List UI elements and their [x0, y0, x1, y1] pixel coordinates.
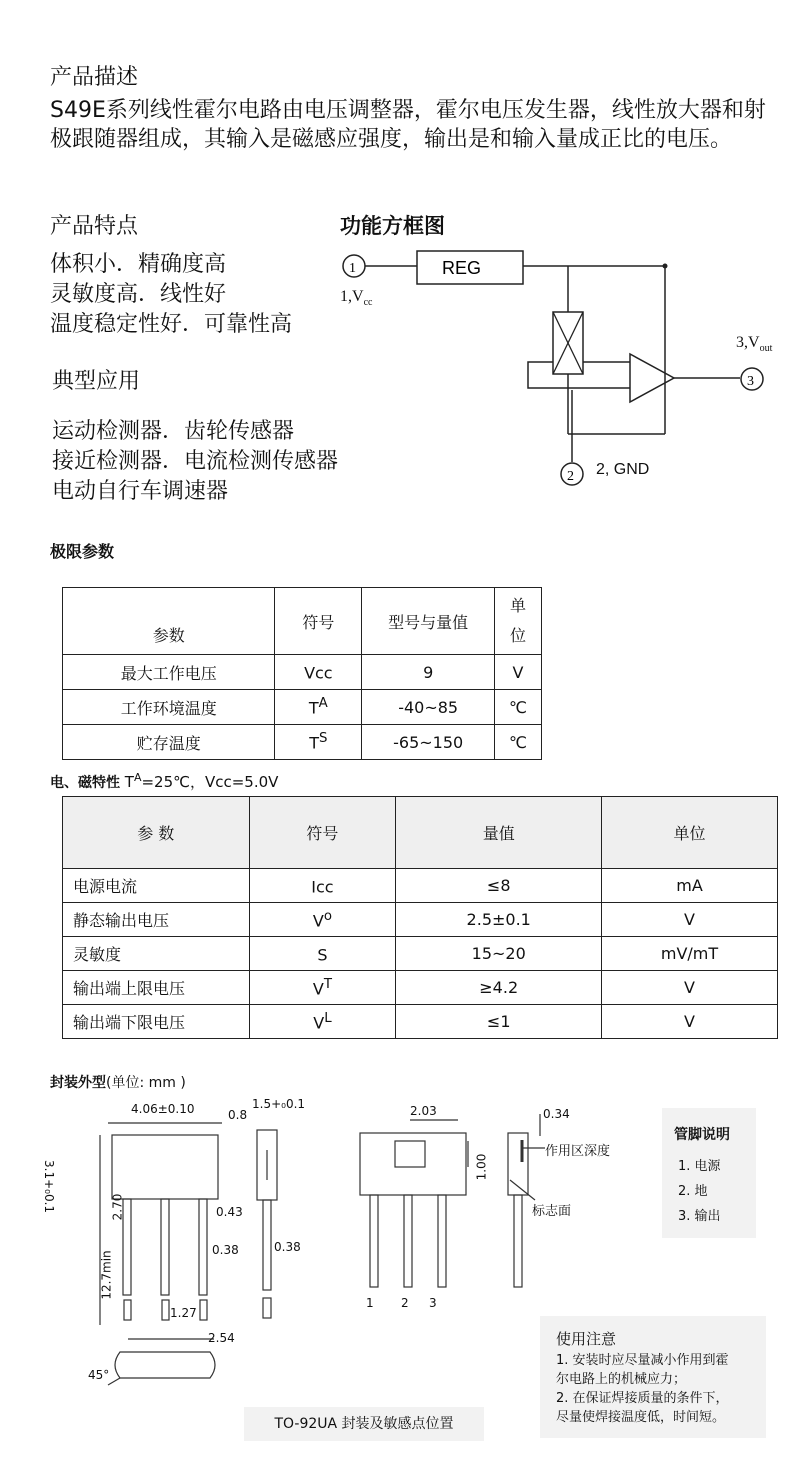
- package-heading: 封装外型(单位: mm ): [50, 1075, 186, 1091]
- symbol-cell: $T^S$: [275, 725, 362, 760]
- sense-area: [395, 1141, 425, 1167]
- pin-desc-title: 管脚说明: [674, 1127, 730, 1143]
- lead: [161, 1199, 169, 1295]
- mark-face-label: 标志面: [532, 1204, 572, 1219]
- lead: [438, 1195, 446, 1287]
- dim-label: 3.1+₀0.1: [42, 1160, 56, 1214]
- feature-item: 灵敏度高．线性好: [50, 282, 227, 307]
- table-header-row: [63, 588, 542, 655]
- value-cell: 2.5±0.1: [396, 903, 602, 937]
- unit-cell: V: [602, 903, 778, 937]
- unit-cell: ℃: [495, 725, 542, 760]
- table-header-row: [63, 797, 778, 869]
- pin-number: 1: [366, 1296, 374, 1310]
- features-list: [50, 250, 292, 340]
- side-lead: [263, 1200, 271, 1290]
- note-line: 1. 安装时应尽量减小作用到霍: [556, 1353, 729, 1368]
- dim-line: [108, 1378, 120, 1385]
- dim-label: 4.06±0.10: [131, 1102, 195, 1116]
- value-cell: 9: [362, 655, 495, 690]
- param-cell: 输出端上限电压: [63, 971, 250, 1005]
- side-lead: [514, 1195, 522, 1287]
- header-cell: 符号: [275, 588, 362, 655]
- package-body: [112, 1135, 218, 1199]
- package-bottom-view: [115, 1352, 215, 1378]
- dim-label: 1.00: [474, 1153, 489, 1181]
- limits-heading: 极限参数: [50, 542, 115, 561]
- dim-label: 0.34: [543, 1107, 570, 1121]
- header-cell: 符号: [249, 797, 396, 869]
- dim-label: 45°: [88, 1368, 110, 1382]
- table-row: [63, 725, 542, 760]
- side-lead-end: [263, 1298, 271, 1318]
- feature-item: 体积小．精确度高: [50, 252, 227, 277]
- table-row: [63, 971, 778, 1005]
- dim-label: 0.8: [228, 1108, 248, 1122]
- features-heading: 产品特点: [50, 214, 139, 239]
- table-row: [63, 869, 778, 903]
- param-cell: 输出端下限电压: [63, 1005, 250, 1039]
- unit-cell: ℃: [495, 690, 542, 725]
- table-row: [63, 655, 542, 690]
- lead-end: [200, 1300, 207, 1320]
- sense-position-view: [350, 1100, 630, 1300]
- unit-cell: V: [602, 971, 778, 1005]
- header-cell: 单 位: [495, 588, 542, 655]
- package-caption: TO-92UA 封装及敏感点位置: [244, 1407, 484, 1441]
- pin2-number: 2: [567, 469, 574, 484]
- dim-label: 1.5+₀0.1: [252, 1097, 306, 1111]
- dim-label: 2.70: [110, 1193, 125, 1221]
- note-line: 2. 在保证焊接质量的条件下，: [556, 1391, 729, 1406]
- param-cell: 灵敏度: [63, 937, 250, 971]
- note-line: 尽量使焊接温度低，时间短。: [556, 1410, 726, 1425]
- symbol-cell: Icc: [249, 869, 396, 903]
- symbol-cell: S: [249, 937, 396, 971]
- notes-title: 使用注意: [556, 1330, 617, 1348]
- dim-label: 0.38: [274, 1240, 301, 1254]
- value-cell: -40~85: [362, 690, 495, 725]
- symbol-cell: Vcc: [275, 655, 362, 690]
- block-diagram: [330, 240, 790, 500]
- dim-label: 0.43: [216, 1205, 243, 1219]
- param-cell: 贮存温度: [63, 725, 275, 760]
- pin1-label: $1,V_{cc}$: [340, 288, 373, 309]
- value-cell: ≤8: [396, 869, 602, 903]
- lead: [199, 1199, 207, 1295]
- reg-label: REG: [442, 258, 482, 278]
- value-cell: 15~20: [396, 937, 602, 971]
- notes-list: [556, 1351, 766, 1427]
- lead-end: [124, 1300, 131, 1320]
- symbol-cell: $T^A$: [275, 690, 362, 725]
- header-cell: 参 数: [63, 797, 250, 869]
- application-item: 运动检测器．齿轮传感器: [52, 419, 295, 444]
- description-text: S49E系列线性霍尔电路由电压调整器，霍尔电压发生器，线性放大器和射极跟随器组成，其输入是磁感应强度，输出是和输入量成正比的电压。: [50, 98, 766, 152]
- param-cell: 静态输出电压: [63, 903, 250, 937]
- amplifier-triangle: [630, 354, 674, 402]
- table-row: [63, 903, 778, 937]
- value-cell: -65~150: [362, 725, 495, 760]
- param-cell: 工作环境温度: [63, 690, 275, 725]
- notes-box: [540, 1316, 766, 1438]
- table-row: [63, 1005, 778, 1039]
- symbol-cell: $V^o$: [249, 903, 396, 937]
- pin-desc-item: 3. 输出: [678, 1209, 721, 1224]
- lead-end: [162, 1300, 169, 1320]
- value-cell: ≤1: [396, 1005, 602, 1039]
- pin-number: 3: [429, 1296, 437, 1310]
- dim-label: 1.27: [170, 1306, 197, 1320]
- pin-desc-item: 2. 地: [678, 1184, 708, 1199]
- pin-desc-item: 1. 电源: [678, 1159, 721, 1174]
- sense-depth-label: 作用区深度: [545, 1144, 611, 1159]
- dim-label: 12.7min: [99, 1250, 114, 1300]
- pin-desc-list: [678, 1154, 756, 1229]
- electrical-heading: 电、磁特性 $T^A=25℃$，Vcc=5.0V: [50, 771, 279, 791]
- pin3-number: 3: [747, 374, 754, 389]
- header-cell: 量值: [396, 797, 602, 869]
- symbol-cell: $V^T$: [249, 971, 396, 1005]
- feature-item: 温度稳定性好．可靠性高: [50, 312, 293, 337]
- application-item: 接近检测器．电流检测传感器: [52, 449, 339, 474]
- application-item: 电动自行车调速器: [52, 479, 229, 504]
- dim-label: 0.38: [212, 1243, 239, 1257]
- pin2-label: 2, GND: [596, 461, 650, 478]
- description-heading: 产品描述: [50, 65, 139, 90]
- applications-heading: 典型应用: [52, 369, 141, 394]
- header-cell: 参数: [63, 588, 275, 655]
- param-cell: 电源电流: [63, 869, 250, 903]
- table-row: [63, 690, 542, 725]
- note-line: 尔电路上的机械应力；: [556, 1372, 687, 1387]
- lead: [404, 1195, 412, 1287]
- header-cell: 单位: [602, 797, 778, 869]
- unit-cell: V: [495, 655, 542, 690]
- pin-desc-box: [662, 1108, 756, 1238]
- pin-number: 2: [401, 1296, 409, 1310]
- package-body: [360, 1133, 466, 1195]
- lead: [370, 1195, 378, 1287]
- applications-list: [52, 417, 338, 507]
- dim-label: 2.54: [208, 1331, 235, 1345]
- unit-cell: V: [602, 1005, 778, 1039]
- package-side-view: [250, 1120, 280, 1330]
- symbol-cell: $V^L$: [249, 1005, 396, 1039]
- unit-cell: mA: [602, 869, 778, 903]
- table-row: [63, 937, 778, 971]
- limits-table: [62, 587, 542, 760]
- value-cell: ≥4.2: [396, 971, 602, 1005]
- unit-cell: mV/mT: [602, 937, 778, 971]
- electrical-table: [62, 796, 778, 1039]
- pin1-number: 1: [349, 261, 356, 276]
- header-cell: 型号与量值: [362, 588, 495, 655]
- pin3-label: $3,V_{out}$: [736, 334, 773, 355]
- block-diagram-title: 功能方框图: [340, 213, 445, 238]
- dim-label: 2.03: [410, 1104, 437, 1118]
- param-cell: 最大工作电压: [63, 655, 275, 690]
